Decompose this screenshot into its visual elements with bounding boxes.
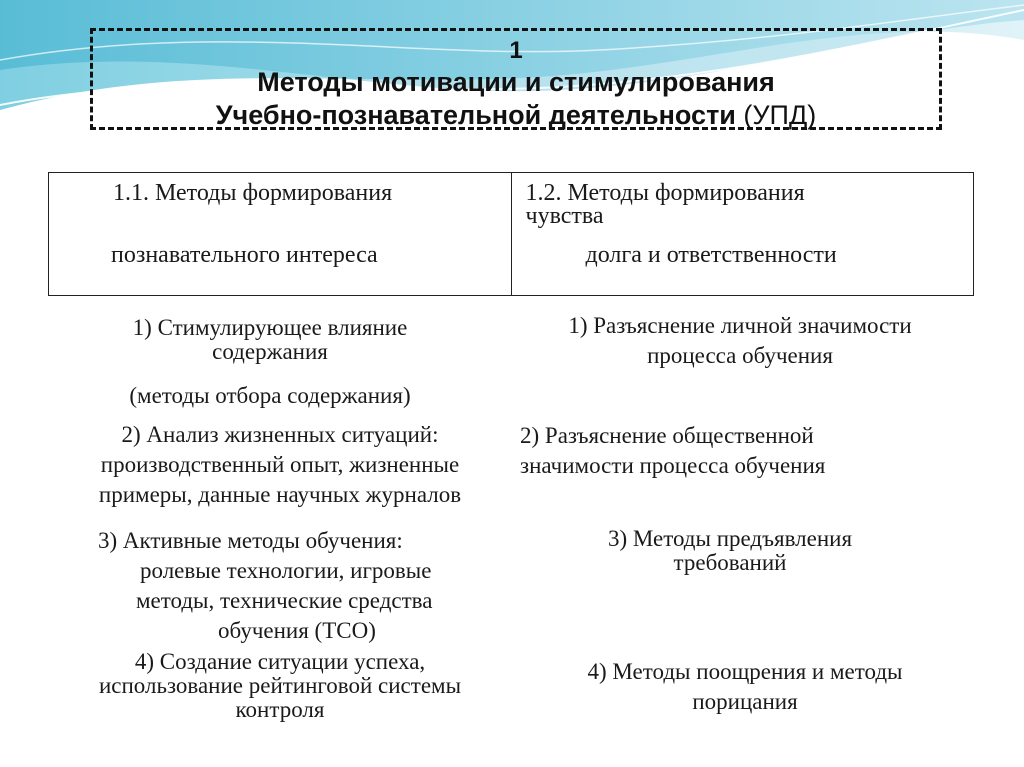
- methods-header-table: [48, 172, 974, 296]
- left-item-4-line3: контроля: [235, 697, 325, 722]
- right-item-1-line2: процесса обучения: [647, 343, 833, 368]
- title-box: [90, 28, 942, 130]
- left-item-1-line1: 1) Стимулирующее влияние: [132, 315, 408, 340]
- left-item-3-line1: 3) Активные методы обучения:: [98, 528, 403, 553]
- left-item-4-line1: 4) Создание ситуации успеха,: [134, 649, 426, 674]
- left-item-2-line2: производственный опыт, жизненные: [100, 452, 460, 477]
- page-title: Методы мотивации и стимулирования: [257, 67, 775, 97]
- right-item-2-line1: 2) Разъяснение общественной: [520, 423, 814, 448]
- left-item-3-line2: ролевые технологии, игровые: [140, 558, 432, 583]
- right-item-2-line2: значимости процесса обучения: [520, 453, 826, 478]
- left-item-2: [40, 420, 520, 510]
- left-item-2-line3: примеры, данные научных журналов: [98, 482, 462, 507]
- left-item-1-note: [60, 381, 480, 411]
- left-item-3-line3: методы, технические средства: [136, 588, 433, 613]
- subtitle-main: Учебно-познавательной деятельности: [215, 100, 736, 130]
- right-item-4-line1: 4) Методы поощрения и методы: [587, 659, 903, 684]
- right-item-1: [520, 311, 960, 371]
- right-item-4: [520, 657, 970, 717]
- subtitle-abbrev: (УПД): [735, 100, 817, 130]
- header-right-line1b: чувства: [525, 203, 604, 229]
- left-item-3-line4: обучения (ТСО): [218, 618, 376, 643]
- right-item-1-line1: 1) Разъяснение личной значимости: [568, 313, 912, 338]
- section-number: 1: [509, 37, 523, 64]
- header-right-line2: долга и ответственности: [585, 242, 837, 268]
- left-item-4-line2: использование рейтинговой системы: [98, 673, 462, 698]
- header-left-line1: 1.1. Методы формирования: [113, 180, 393, 206]
- left-item-3: [58, 526, 458, 646]
- left-item-1: [60, 316, 480, 364]
- right-item-3-line2: требований: [673, 550, 787, 575]
- header-cell-duty-responsibility: [511, 173, 974, 295]
- left-item-1-note-line1: (методы отбора содержания): [129, 383, 411, 408]
- right-item-4-line2: порицания: [692, 689, 798, 714]
- left-item-2-line1: 2) Анализ жизненных ситуаций:: [121, 422, 439, 447]
- left-item-4: [40, 650, 520, 722]
- right-item-2: [520, 421, 900, 481]
- right-item-3-line1: 3) Методы предъявления: [607, 526, 853, 551]
- header-cell-cognitive-interest: [49, 173, 511, 295]
- left-item-1-line2: содержания: [212, 339, 328, 364]
- page-subtitle: [93, 100, 939, 131]
- right-item-3: [520, 527, 940, 575]
- header-right-line1: 1.2. Методы формирования: [525, 180, 805, 206]
- header-left-line2: познавательного интереса: [111, 242, 378, 268]
